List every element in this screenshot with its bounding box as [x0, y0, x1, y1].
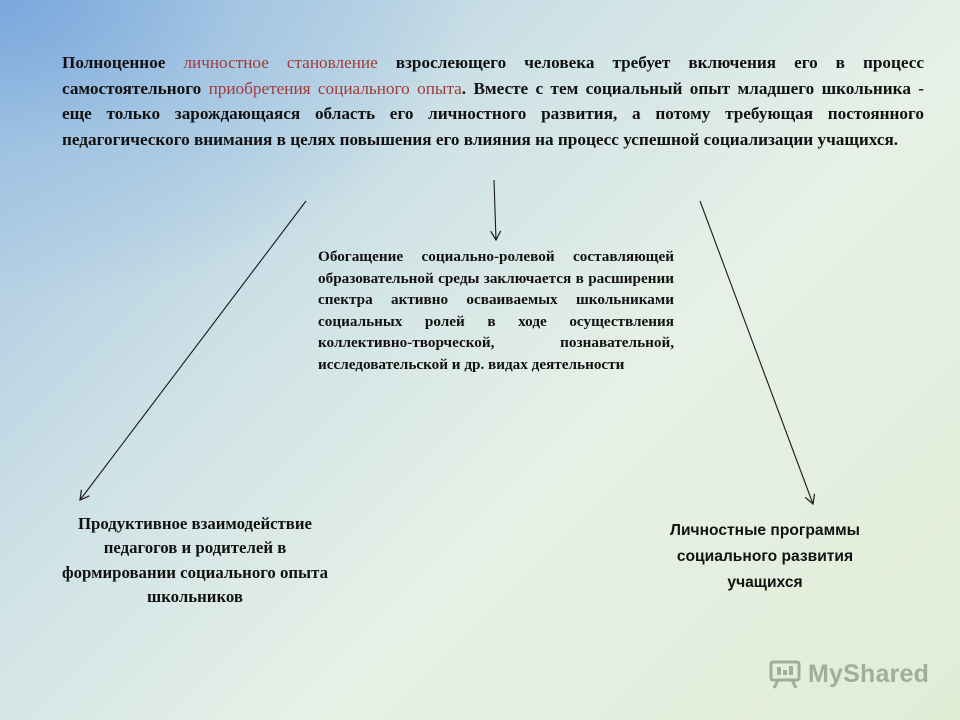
lead-highlight-personal-development: личностное становление [183, 53, 378, 72]
watermark-text: MyShared [808, 659, 930, 688]
presentation-board-icon [768, 658, 802, 690]
lead-highlight-social-experience: приобретения социального опыта [208, 78, 462, 98]
lead-text-1: Полноценное [62, 53, 184, 72]
arrow-to-right-box [700, 201, 813, 504]
watermark-logo [768, 656, 929, 692]
left-box-interaction: Продуктивное взаимодействие педагогов и родителей в формировании социального опыта школьников [62, 514, 328, 607]
arrow-to-center-box [494, 180, 496, 240]
arrow-to-left-box [80, 201, 306, 500]
right-box-programs: Личностные программы социального развития учащихся [670, 522, 860, 591]
lead-text-3: . Вместе с тем социальный опыт младшего школьника - еще только зарождающаяся область его личностного развития, а потому требующая постоянного педагогического внимания в целях повышения его влияния на процесс успешной социализации учащихся. [62, 78, 924, 149]
center-box-enrichment: Обогащение социально-ролевой составляющей образовательной среды заключается в расширении спектра активно осваиваемых школьниками социальных ролей в ходе осуществления коллективно-творческой, познавательной, исследовательской и др. видах деятельности [318, 248, 674, 373]
lead-text-2: взрослеющего человека требует включения его в процесс самостоятельного [62, 53, 924, 98]
